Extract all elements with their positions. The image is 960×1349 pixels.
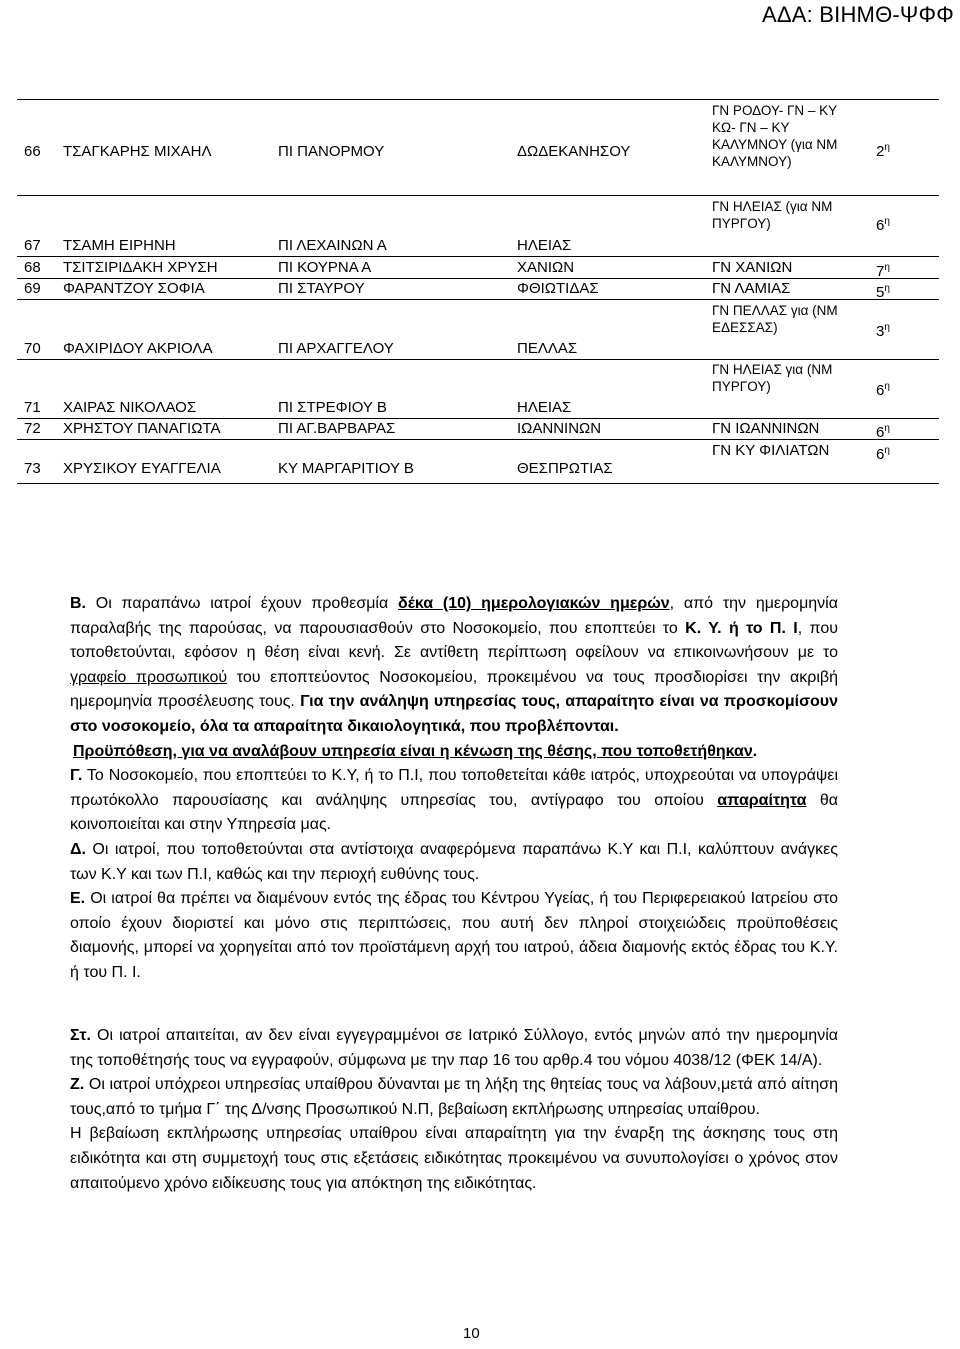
section-label: Στ. [70, 1027, 91, 1044]
deadline-text: δέκα (10) ημερολογιακών ημερών [397, 595, 670, 612]
row-number: 69 [24, 280, 41, 297]
supervising-hospital: ΓΝ ΙΩΑΝΝΙΝΩΝ [712, 420, 820, 437]
row-number: 67 [24, 237, 41, 254]
row-number: 71 [24, 399, 41, 416]
paragraph-b [70, 592, 838, 986]
rank: $6^\eta$ [876, 216, 890, 234]
prefecture: ΔΩΔΕΚΑΝΗΣΟΥ [517, 143, 631, 160]
section-label: Β. [70, 595, 86, 612]
doctor-name: ΤΣΑΜΗ ΕΙΡΗΝΗ [63, 237, 176, 254]
doctor-name: ΤΣΙΤΣΙΡΙΔΑΚΗ ΧΡΥΣΗ [63, 259, 218, 276]
prefecture: ΠΕΛΛΑΣ [517, 340, 578, 357]
doctor-name: ΤΣΑΓΚΑΡΗΣ ΜΙΧΑΗΛ [63, 143, 212, 160]
doctor-name: ΧΑΙΡΑΣ ΝΙΚΟΛΑΟΣ [63, 399, 197, 416]
paragraph-text: Η βεβαίωση εκπλήρωσης υπηρεσίας υπαίθρου είναι απαραίτητη για την έναρξη της άσκησης τους στη ειδικότητα και στη συμμετοχή τους στις εξετάσεις ειδικότητας προκειμένου να συνυπολογίσει ο χρόνος στον απαιτούμενο χρόνο ειδίκευσης τους για απόκτηση της ειδικότητας. [70, 1125, 838, 1192]
section-label: Γ. [70, 767, 83, 785]
paragraph-st [70, 1024, 838, 1196]
rank: $3^\eta$ [876, 322, 890, 340]
requirements-text: Για την ανάληψη υπηρεσίας τους, απαραίτητο είναι να προσκομίσουν στο νοσοκομείο, όλα τα απαραίτητα δικαιολογητικά, που προβλέπονται. [70, 693, 839, 735]
paragraph-text: Οι ιατροί απαιτείται, αν δεν είναι εγγεγραμμένοι σε Ιατρικό Σύλλογο, εντός μηνών από την ημερομηνία της τοποθέτησής τους να εγγραφούν, σύμφωνα με την παρ 16 του αρθρ.4 του νόμου 4038/12 (ΦΕΚ 14/Α). [70, 1027, 838, 1069]
doctor-name: ΦΑΧΙΡΙΔΟΥ ΑΚΡΙΟΛΑ [63, 340, 213, 357]
health-unit: ΚΥ ΜΑΡΓΑΡΙΤΙΟΥ Β [278, 460, 414, 477]
required-word: απαραίτητα [717, 791, 807, 809]
table-border [17, 278, 939, 279]
table-border [17, 483, 939, 484]
prerequisite-text: Προϋπόθεση, για να αναλάβουν υπηρεσία είναι η κένωση της θέσης, που τοποθετήθηκαν [73, 742, 753, 760]
table-border [17, 195, 939, 196]
health-unit: ΠΙ ΑΓ.ΒΑΡΒΑΡΑΣ [278, 420, 396, 437]
paragraph-text: Το Νοσοκομείο, που εποπτεύει το Κ.Υ, ή το Π.Ι, που τοποθετείται κάθε ιατρός, υποχρεούται να υπογράψει πρωτόκολλο παρουσίασης και ανάληψης υπηρεσίας του, αντίγραφο του οποίου [70, 767, 838, 809]
row-number: 66 [24, 143, 41, 160]
table-border [17, 418, 939, 419]
health-unit: ΠΙ ΚΟΥΡΝΑ Α [278, 259, 372, 276]
table-border [17, 439, 939, 440]
health-unit: ΠΙ ΣΤΡΕΦΙΟΥ Β [278, 399, 387, 416]
health-unit: ΠΙ ΛΕΧΑΙΝΩΝ Α [278, 237, 387, 254]
paragraph-text: Οι ιατροί, που τοποθετούνται στα αντίστοιχα αναφερόμενα παραπάνω Κ.Υ και Π.Ι, καλύπτουν ανάγκες των Κ.Υ και των Π.Ι, καθώς και την περιοχή ευθύνης τους. [70, 840, 838, 883]
ada-code: ΑΔΑ: ΒΙΗΜΘ-ΨΦΦ [762, 2, 954, 27]
supervising-hospital: ΓΝ ΛΑΜΙΑΣ [712, 280, 791, 297]
paragraph-text: Οι ιατροί υπόχρεοι υπηρεσίας υπαίθρου δύνανται με τη λήξη της θητείας τους να λάβουν,μετά από αίτηση τους,από το τμήμα Γ΄ της Δ/νσης Προσωπικού Ν.Π, βεβαίωση εκπλήρωσης υπηρεσίας υπαίθρου. [70, 1076, 838, 1118]
prefecture: ΧΑΝΙΩΝ [517, 259, 575, 276]
row-number: 70 [24, 340, 41, 357]
table-border [17, 299, 939, 300]
rank: $5^\eta$ [876, 283, 890, 301]
health-unit: ΠΙ ΠΑΝΟΡΜΟΥ [278, 143, 385, 160]
table-border [17, 256, 939, 257]
prerequisite-dot: . [752, 742, 758, 760]
section-label: Ε. [70, 890, 86, 908]
table-border [17, 359, 939, 360]
health-unit: ΠΙ ΑΡΧΑΓΓΕΛΟΥ [278, 340, 394, 357]
rank: $2^\eta$ [876, 142, 890, 160]
prefecture: ΦΘΙΩΤΙΔΑΣ [517, 280, 599, 297]
section-label: Ζ. [70, 1076, 85, 1094]
table-border [17, 99, 939, 100]
paragraph-text: , που τοποθετούνται, εφόσον η θέση είναι κενή. Σε αντίθετη περίπτωση οφείλουν να επικοινωνήσουν με το [70, 619, 839, 662]
section-label: Δ. [70, 840, 86, 858]
prefecture: ΗΛΕΙΑΣ [517, 237, 572, 254]
row-number: 73 [24, 460, 41, 477]
supervising-hospital: ΓΝ ΧΑΝΙΩΝ [712, 259, 793, 276]
supervising-hospital: ΓΝ ΗΛΕΙΑΣ για (ΝΜ ΠΥΡΓΟΥ) [712, 362, 833, 394]
prefecture: ΗΛΕΙΑΣ [517, 399, 572, 416]
row-number: 72 [24, 420, 41, 437]
doctor-placement-table [0, 0, 960, 500]
doctor-name: ΧΡΥΣΙΚΟΥ ΕΥΑΓΓΕΛΙΑ [63, 460, 221, 477]
supervising-hospital: ΓΝ ΡΟΔΟΥ- ΓΝ – ΚΥ ΚΩ- ΓΝ – ΚΥ ΚΑΛΥΜΝΟΥ (για ΝΜ ΚΑΛΥΜΝΟΥ) [712, 103, 838, 169]
health-unit: ΠΙ ΣΤΑΥΡΟΥ [278, 280, 365, 297]
paragraph-text: Οι ιατροί θα πρέπει να διαμένουν εντός της έδρας του Κέντρου Υγείας, ή του Περιφερειακού Ιατρείου στο οποίο έχουν διοριστεί και μόνο στις περιπτώσεις, που αυτή δεν πληροί στοιχειώδεις προϋποθέσεις διαμονής, μπορεί να χορηγείται από τον προϊστάμενη αρχή του ιατρού, άδεια διαμονής εκτός έδρας του Κ.Υ. ή του Π. Ι. [70, 890, 838, 981]
rank: $6^\eta$ [876, 423, 890, 441]
doctor-name: ΦΑΡΑΝΤΖΟΥ ΣΟΦΙΑ [63, 280, 205, 297]
supervising-hospital: ΓΝ ΗΛΕΙΑΣ (για ΝΜ ΠΥΡΓΟΥ) [712, 199, 833, 231]
paragraph-text: Οι παραπάνω ιατροί έχουν προθεσμία [86, 595, 398, 612]
office-reference: γραφείο προσωπικού [70, 668, 228, 686]
paragraph-text: , από την ημερομηνία παραλαβής της παρούσας, να παρουσιασθούν στο Νοσοκομείο, που εποπτεύει το [70, 595, 838, 637]
row-number: 68 [24, 259, 41, 276]
supervising-hospital: ΓΝ ΠΕΛΛΑΣ για (ΝΜ ΕΔΕΣΣΑΣ) [712, 303, 838, 335]
doctor-name: ΧΡΗΣΤΟΥ ΠΑΝΑΓΙΩΤΑ [63, 420, 221, 437]
supervising-hospital: ΓΝ ΚΥ ΦΙΛΙΑΤΩΝ [712, 442, 830, 459]
rank: $6^\eta$ [876, 445, 890, 463]
rank: $7^\eta$ [876, 262, 890, 280]
unit-reference: Κ. Υ. ή το Π. Ι [685, 619, 798, 637]
paragraph-text: θα κοινοποιείται και στην Υπηρεσία μας. [70, 791, 839, 834]
prefecture: ΘΕΣΠΡΩΤΙΑΣ [517, 460, 613, 477]
rank: $6^\eta$ [876, 381, 890, 399]
paragraph-text: του εποπτεύοντος Νοσοκομείου, προκειμένου να τους προσδιορίσει την ακριβή ημερομηνία προσέλευσης τους. [70, 668, 838, 711]
prefecture: ΙΩΑΝΝΙΝΩΝ [517, 420, 602, 437]
page-number: 10 [463, 1325, 480, 1342]
